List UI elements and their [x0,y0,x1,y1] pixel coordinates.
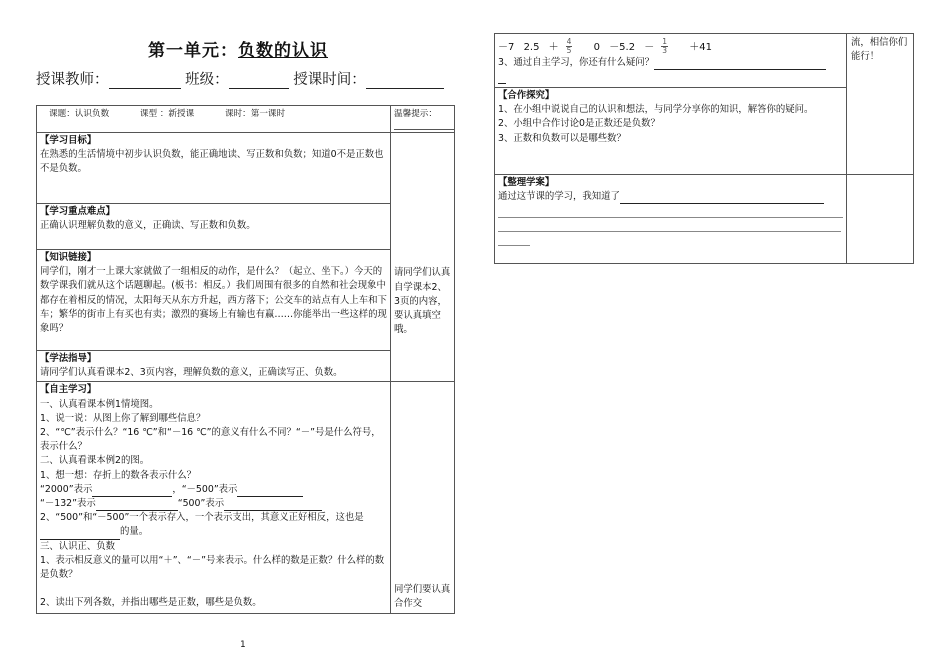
tips-cell-2 [391,382,455,614]
goals-heading: 【学习目标】 [40,135,97,146]
tips-label: 温馨提示： [394,109,437,119]
opposite-meaning-suffix: 的量。 [120,526,149,538]
self-study-heading: 【自主学习】 [40,384,97,396]
coop-cell [495,88,847,175]
bankbook-neg500-label: ，“－500”表示 [172,483,238,495]
self-study-row [37,382,455,614]
summary-cell [495,175,847,264]
goals-cell [37,133,391,204]
fraction-4-5 [566,38,579,55]
time-label: 授课时间： [293,72,366,88]
tips-cell-1 [391,133,455,382]
key-points-text: 正确认识理解负数的意义，正确读、写正数和负数。 [40,220,256,232]
fraction-4-5-numerator: 4 [566,37,572,46]
page-title [148,36,328,61]
question-3 [498,56,843,70]
coop-line-3: 3、正数和负数可以是哪些数？ [498,132,626,144]
class-label: 班级： [185,72,229,88]
teacher-blank[interactable] [109,73,181,89]
teacher-label: 授课教师： [36,72,109,88]
lesson-period: 课时：第一课时 [224,109,286,119]
goals-row [37,133,455,204]
self-study-line-9: 三、认识正、负数 [40,540,116,552]
summary-blank-4[interactable] [498,234,530,246]
number-neg5-2: －5.2 [609,41,636,53]
blank-neg132[interactable] [96,499,178,511]
plus-sign: ＋ [548,41,559,53]
opposite-meaning-text: 2、“500”和“－500”一个表示存入，一个表示支出，其意义正好相反，这也是 [40,512,364,524]
self-study-line-1: 一、认真看课本例1情境图。 [40,398,159,410]
tips-cell-4 [847,175,914,264]
knowledge-heading: 【知识链接】 [40,252,97,263]
fraction-4-5-denominator: 5 [566,46,572,55]
side-note-continued: 流，相信你们能行！ [851,37,908,63]
tips-header-cell [391,106,455,133]
fraction-1-3-denominator: 3 [662,46,668,55]
lesson-header-cell [37,106,391,133]
method-cell [37,351,391,382]
coop-heading: 【合作探究】 [498,90,555,101]
self-study-cell [37,382,391,614]
lesson-topic: 课题：认识负数 [49,109,110,119]
numbers-row [495,34,914,88]
goals-text: 在熟悉的生活情境中初步认识负数，能正确地读、写正数和负数；知道0不是正数也不是负数。 [40,149,384,175]
summary-row [495,175,914,264]
knowledge-cell [37,250,391,351]
bankbook-line-1 [40,483,387,497]
self-study-line-3: 2、“℃”表示什么？“16 ℃”和“－16 ℃”的意义有什么不同？“－”号是什么符号，表示什么？ [40,427,381,453]
method-text: 请同学们认真看课本2、3页内容，理解负数的意义，正确读写正、负数。 [40,367,343,379]
blank-500[interactable] [224,499,322,511]
self-study-line-11: 2、读出下列各数，并指出哪些是正数，哪些是负数。 [40,597,262,609]
fraction-1-3 [661,38,674,55]
meta-line [36,68,444,89]
key-points-cell [37,204,391,250]
coop-line-1: 1、在小组中说说自己的认识和想法，与同学分享你的知识，解答你的疑问。 [498,104,814,116]
question-3-blank[interactable] [654,58,826,70]
coop-line-2: 2、小组中合作讨论0是正数还是负数？ [498,118,660,130]
blank-neg500[interactable] [237,485,303,497]
side-note-2: 同学们要认真合作交 [394,584,451,610]
fraction-1-3-numerator: 1 [662,37,668,46]
page-number: 1 [240,640,246,650]
summary-blank-1[interactable] [620,192,824,204]
number-neg7: －7 [498,41,515,53]
bankbook-2000-label: “2000”表示 [40,483,93,495]
self-study-line-10: 1、表示相反意义的量可以用“＋”、“－”号来表示。什么样的数是正数？什么样的数是负数？ [40,554,385,581]
number-list [498,35,843,55]
time-blank[interactable] [366,73,444,89]
self-study-line-8 [40,511,387,539]
method-heading: 【学法指导】 [40,353,97,364]
lesson-header-row [37,106,455,133]
tips-cell-3 [847,34,914,175]
lesson-type: 课型 ：新授课 [139,109,195,119]
summary-line [498,190,843,204]
blank-2000[interactable] [92,485,172,497]
self-study-line-4: 二、认真看课本例2的图。 [40,455,150,467]
number-neg-1-3 [644,37,680,55]
side-note-1: 请同学们认真自学课本2、3页的内容，要认真填空哦。 [394,267,451,336]
key-points-heading: 【学习重点难点】 [40,206,116,217]
left-lesson-table [36,105,455,614]
bankbook-500-label: “500”表示 [177,498,225,510]
minus-sign: － [644,41,655,53]
blank-opposite[interactable] [40,528,120,540]
self-study-line-2: 1、说一说：从图上你了解到哪些信息？ [40,412,206,424]
number-0: 0 [593,41,600,53]
bankbook-line-2 [40,497,387,511]
summary-text: 通过这节课的学习，我知道了 [498,191,620,203]
self-study-line-5: 1、想一想：存折上的数各表示什么？ [40,469,196,481]
knowledge-text: 同学们，刚才一上课大家就做了一组相反的动作，是什么？（起立、坐下。）今天的数学课我们就从这个话题聊起。(板书：相反。）我们周围有很多的自然和社会现象中都存在着相反的情况，太阳每天从东方升起，西方落下；公交车的站点有人上车和下车；繁华的街市上有买也有卖；激烈的赛场上有输也有赢……你能举出一些这样的现象吗？ [40,266,387,335]
numbers-cell [495,34,847,88]
number-2-5: 2.5 [523,41,540,53]
title-prefix: 第一单元： [148,41,238,61]
summary-blank-2[interactable] [498,206,843,218]
number-pos-4-5 [548,37,585,55]
summary-heading: 【整理学案】 [498,177,555,188]
bankbook-neg132-label: “－132”表示 [40,498,96,510]
class-blank[interactable] [229,73,289,89]
question-3-blank-2[interactable] [498,76,506,84]
summary-blank-3[interactable] [498,220,841,232]
question-3-text: 3、通过自主学习，你还有什么疑问？ [498,57,654,68]
number-pos41: ＋41 [689,41,712,53]
title-topic: 负数的认识 [238,41,328,61]
right-lesson-table [494,33,914,264]
